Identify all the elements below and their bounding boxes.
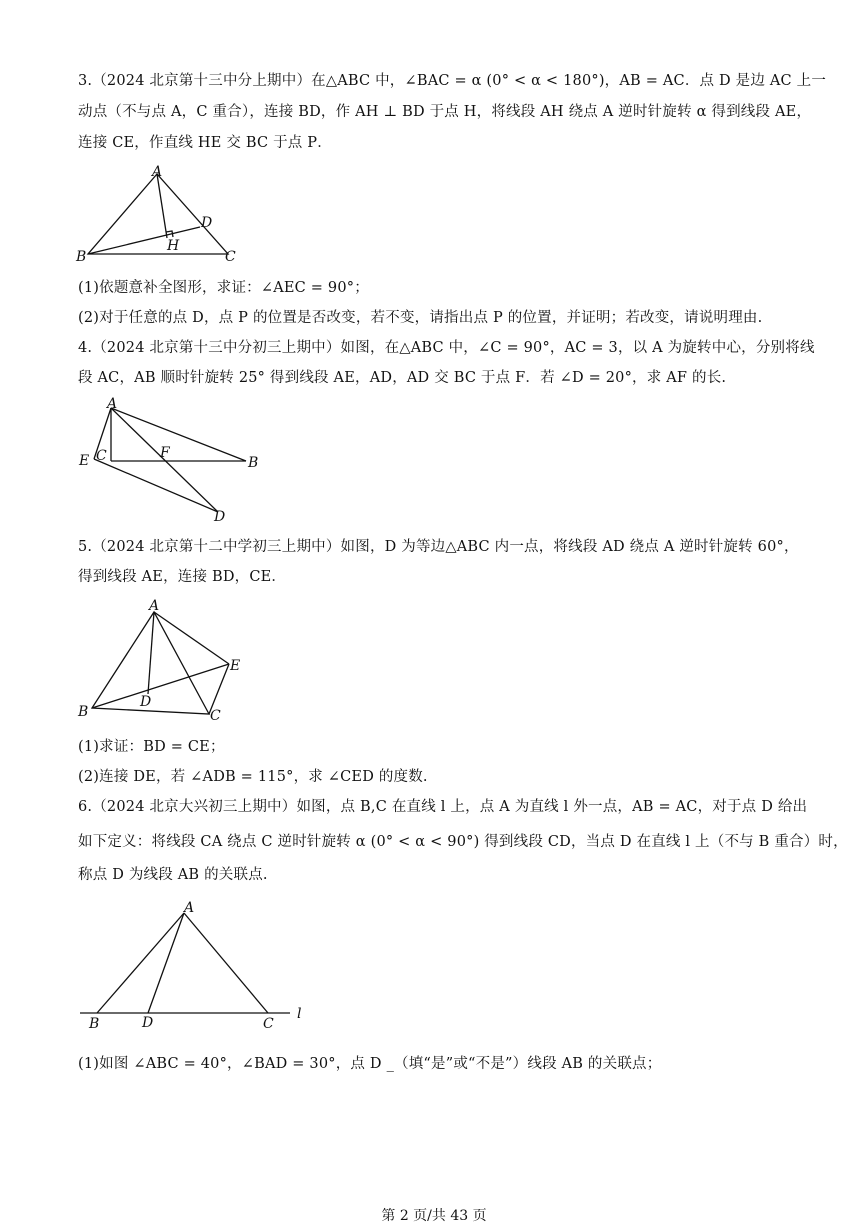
p6-segment-ad [148,913,184,1013]
p3-segment-bd [88,227,200,254]
p3-label-b: B [76,249,87,265]
p5-part-1: (1)求证：BD = CE； [78,739,225,755]
p6-line-1: 6.（2024 北京大兴初三上期中）如图，点 B,C 在直线 l 上，点 A 为直线 l 外一点，AB = AC，对于点 D 给出 [78,799,808,815]
p5-part-2: (2)连接 DE，若 ∠ADB = 115°，求 ∠CED 的度数. [78,769,428,785]
p3-label-h: H [167,238,180,254]
p6-part-1: (1)如图 ∠ABC = 40°，∠BAD = 30°，点 D _（填“是”或“不是”）线段 AB 的关联点； [78,1056,662,1072]
p6-label-b: B [89,1016,100,1032]
p5-label-d: D [140,694,152,710]
p3-label-c: C [225,249,236,265]
p5-segment-ad [148,612,154,694]
p3-line-2: 动点（不与点 A，C 重合），连接 BD，作 AH ⊥ BD 于点 H，将线段 AH 绕点 A 逆时针旋转 α 得到线段 AE， [78,104,812,120]
p5-label-e: E [230,658,241,674]
p5-segment-ae [154,612,229,664]
p3-line-3: 连接 CE，作直线 HE 交 BC 于点 P． [78,135,332,151]
p5-line-2: 得到线段 AE，连接 BD，CE． [78,569,287,585]
page-footer: 第 2 页/共 43 页 [381,1208,487,1224]
p3-part-2: (2)对于任意的点 D，点 P 的位置是否改变，若不变，请指出点 P 的位置，并证明；若改变，请说明理由. [78,310,763,326]
p3-part-1: (1)依题意补全图形，求证：∠AEC = 90°； [78,280,369,296]
p6-label-d: D [142,1015,154,1031]
p5-label-a: A [149,598,160,614]
p4-label-a: A [107,396,118,412]
p5-segment-be [92,664,229,708]
p4-label-e: E [79,453,90,469]
p5-line-1: 5.（2024 北京第十二中学初三上期中）如图，D 为等边△ABC 内一点，将线段 AD 绕点 A 逆时针旋转 60°， [78,539,799,555]
p4-label-b: B [248,455,259,471]
p6-figure [70,895,320,1035]
p4-figure [70,392,270,524]
p4-segment-ed [94,459,218,512]
p3-line-1: 3.（2024 北京第十三中分上期中）在△ABC 中，∠BAC = α (0° < α < 180°)，AB = AC．点 D 是边 AC 上一 [78,73,827,89]
p3-triangle-abc [88,174,228,254]
p6-segment-ac [184,913,268,1013]
p6-label-l: l [297,1006,302,1022]
p4-line-1: 4.（2024 北京第十三中分初三上期中）如图，在△ABC 中，∠C = 90°，AC = 3，以 A 为旋转中心，分别将线 [78,340,815,356]
p6-label-c: C [263,1016,274,1032]
p4-label-d: D [214,509,226,525]
p5-label-b: B [78,704,89,720]
p5-segment-ec [209,664,229,714]
p6-line-3: 称点 D 为线段 AB 的关联点. [78,867,268,883]
p6-label-a: A [184,900,195,916]
p5-figure [70,592,260,724]
p4-line-2: 段 AC，AB 顺时针旋转 25° 得到线段 AE，AD，AD 交 BC 于点 F．若 ∠D = 20°，求 AF 的长. [78,370,727,386]
p6-line-2: 如下定义：将线段 CA 绕点 C 逆时针旋转 α (0° < α < 90°) 得到线段 CD，当点 D 在直线 l 上（不与 B 重合）时， [78,834,848,850]
p3-figure [70,160,250,268]
p5-label-c: C [210,708,221,724]
p3-label-d: D [201,215,213,231]
p4-label-f: F [160,445,170,461]
p4-label-c: C [96,448,107,464]
p3-label-a: A [152,164,163,180]
p4-segment-ab [111,408,246,461]
p6-segment-ab [97,913,184,1013]
